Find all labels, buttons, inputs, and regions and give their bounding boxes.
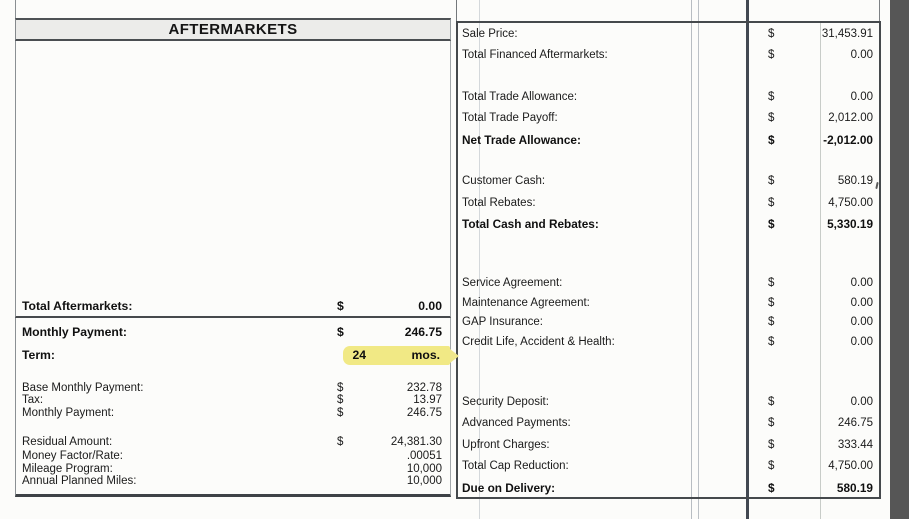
row-label: Money Factor/Rate: xyxy=(22,450,123,462)
row-label: Service Agreement: xyxy=(462,277,563,289)
currency-symbol: $ xyxy=(337,325,344,339)
currency-symbol: $ xyxy=(768,336,775,348)
aftermarkets-body-box xyxy=(15,41,451,318)
table-row xyxy=(462,334,873,350)
currency-symbol: $ xyxy=(768,197,775,209)
row-label: Due on Delivery: xyxy=(462,481,556,495)
currency-symbol: $ xyxy=(337,394,344,406)
currency-symbol: $ xyxy=(768,112,775,124)
table-row xyxy=(22,324,442,340)
table-row xyxy=(462,394,873,410)
currency-symbol: $ xyxy=(768,439,775,451)
row-label: Total Cap Reduction: xyxy=(462,460,569,472)
row-label: Mileage Program: xyxy=(22,463,113,475)
currency-symbol: $ xyxy=(768,217,775,231)
currency-symbol: $ xyxy=(768,175,775,187)
currency-symbol: $ xyxy=(768,417,775,429)
currency-symbol: $ xyxy=(768,133,775,147)
row-amount: 246.75 xyxy=(837,417,873,429)
aftermarkets-header: AFTERMARKETS xyxy=(15,18,451,41)
row-amount: 0.00 xyxy=(850,316,873,328)
row-amount: 0.00 xyxy=(850,277,873,289)
row-label: Security Deposit: xyxy=(462,396,549,408)
row-amount: 2,012.00 xyxy=(828,112,873,124)
row-amount: 0.00 xyxy=(418,299,442,313)
term-unit: mos. xyxy=(411,348,440,362)
currency-symbol: $ xyxy=(768,460,775,472)
row-label: Advanced Payments: xyxy=(462,417,571,429)
row-label: Tax: xyxy=(22,394,44,406)
table-row xyxy=(462,480,873,496)
table-row xyxy=(462,89,873,105)
currency-symbol: $ xyxy=(768,297,775,309)
currency-symbol: $ xyxy=(337,382,344,394)
scan-line-left-border-top xyxy=(15,0,16,18)
currency-symbol: $ xyxy=(768,396,775,408)
row-label: Total Cash and Rebates: xyxy=(462,217,599,231)
row-amount: 10,000 xyxy=(406,463,442,475)
table-row xyxy=(462,26,873,42)
row-label: Sale Price: xyxy=(462,28,518,40)
currency-symbol: $ xyxy=(768,481,775,495)
table-row xyxy=(462,458,873,474)
row-label: Term: xyxy=(22,348,55,362)
row-label: Residual Amount: xyxy=(22,436,113,448)
table-row xyxy=(462,216,873,232)
row-label: Annual Planned Miles: xyxy=(22,475,137,487)
row-label: Monthly Payment: xyxy=(22,325,127,339)
scan-line-divider-top xyxy=(456,0,457,21)
table-row xyxy=(462,132,873,148)
row-label: Total Trade Allowance: xyxy=(462,91,578,103)
table-row xyxy=(22,347,442,363)
currency-symbol: $ xyxy=(768,91,775,103)
row-amount: 0.00 xyxy=(850,49,873,61)
currency-symbol: $ xyxy=(337,436,344,448)
row-amount: 4,750.00 xyxy=(828,197,873,209)
table-row xyxy=(462,314,873,330)
table-row xyxy=(462,173,873,189)
row-label: Total Trade Payoff: xyxy=(462,112,558,124)
scanner-edge-band xyxy=(890,0,909,519)
row-label: Total Aftermarkets: xyxy=(22,299,133,313)
table-row xyxy=(462,275,873,291)
row-label: Total Rebates: xyxy=(462,197,536,209)
currency-symbol: $ xyxy=(337,407,344,419)
row-amount: 31,453.91 xyxy=(821,28,873,40)
row-label: Credit Life, Accident & Health: xyxy=(462,336,615,348)
row-label: Monthly Payment: xyxy=(22,407,115,419)
scan-line-right-border-top xyxy=(879,0,880,21)
row-amount: 0.00 xyxy=(850,297,873,309)
row-amount: 10,000 xyxy=(406,475,442,487)
row-amount: 0.00 xyxy=(850,336,873,348)
row-amount: 13.97 xyxy=(413,394,442,406)
term-highlight-wedge xyxy=(450,349,459,363)
table-row xyxy=(462,195,873,211)
row-amount: .00051 xyxy=(406,450,442,462)
table-row xyxy=(462,47,873,63)
currency-symbol: $ xyxy=(768,316,775,328)
term-value: 24 xyxy=(352,348,366,362)
currency-symbol: $ xyxy=(337,299,344,313)
currency-symbol: $ xyxy=(768,277,775,289)
table-row xyxy=(462,415,873,431)
row-amount: 580.19 xyxy=(837,175,873,187)
row-amount: 333.44 xyxy=(837,439,873,451)
row-amount: 5,330.19 xyxy=(827,217,873,231)
table-row xyxy=(462,110,873,126)
table-row xyxy=(22,298,442,314)
table-row xyxy=(462,295,873,311)
row-label: Upfront Charges: xyxy=(462,439,550,451)
row-amount: -2,012.00 xyxy=(823,133,873,147)
row-amount: 0.00 xyxy=(850,396,873,408)
table-row xyxy=(22,405,442,421)
table-row xyxy=(462,437,873,453)
row-label: Base Monthly Payment: xyxy=(22,382,144,394)
table-row xyxy=(22,473,442,489)
row-amount: 232.78 xyxy=(406,382,442,394)
row-label: Net Trade Allowance: xyxy=(462,133,581,147)
row-label: Customer Cash: xyxy=(462,175,546,187)
row-amount: 24,381.30 xyxy=(390,436,442,448)
currency-symbol: $ xyxy=(768,49,775,61)
row-amount: 4,750.00 xyxy=(828,460,873,472)
row-amount: 246.75 xyxy=(406,407,442,419)
row-label: GAP Insurance: xyxy=(462,316,543,328)
row-amount: 246.75 xyxy=(404,325,442,339)
row-amount: 0.00 xyxy=(850,91,873,103)
row-amount: 580.19 xyxy=(836,481,873,495)
row-label: Maintenance Agreement: xyxy=(462,297,590,309)
row-label: Total Financed Aftermarkets: xyxy=(462,49,608,61)
currency-symbol: $ xyxy=(768,28,775,40)
